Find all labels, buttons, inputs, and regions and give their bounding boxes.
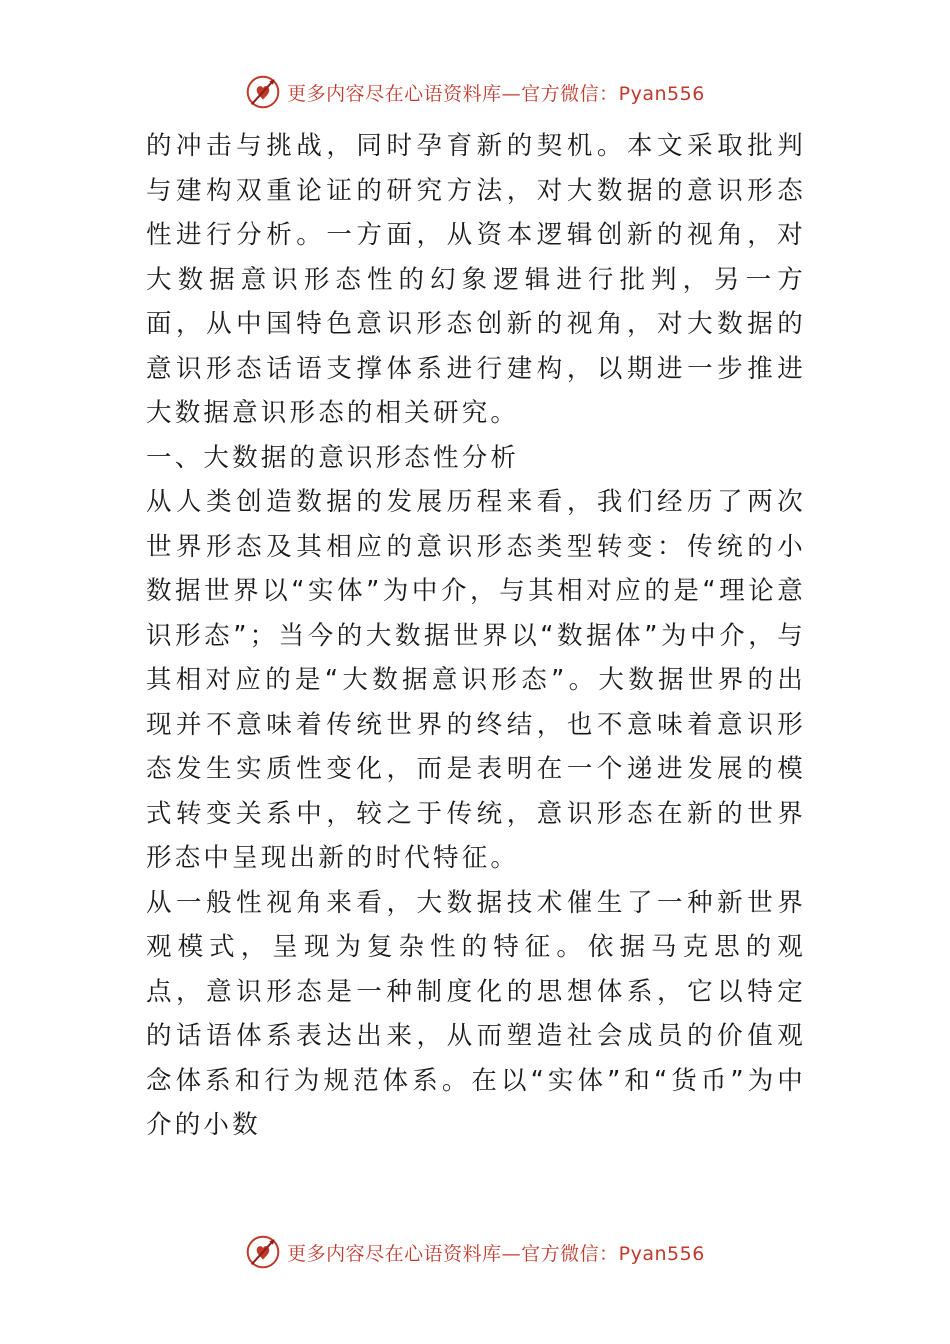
paragraph-world-forms: 从人类创造数据的发展历程来看，我们经历了两次世界形态及其相应的意识形态类型转变：传统的小数据世界以“实体”为中介，与其相对应的是“理论意识形态”；当今的大数据世界以“数据体”为中介，与其相对应的是“大数据意识形态”。大数据世界的出现并不意味着传统世界的终结，也不意味着意识形态发生实质性变化，而是表明在一个递进发展的模式转变关系中，较之于传统，意识形态在新的世界形态中呈现出新的时代特征。 bbox=[146, 487, 806, 873]
header-banner-text bbox=[287, 79, 705, 106]
footer-banner-label: 更多内容尽在心语资料库—官方微信： bbox=[287, 1242, 619, 1265]
footer-banner-text bbox=[287, 1239, 705, 1266]
quill-heart-logo-icon bbox=[245, 1234, 281, 1270]
section-heading: 一、大数据的意识形态性分析 bbox=[146, 442, 520, 473]
document-body bbox=[146, 124, 806, 1148]
header-banner bbox=[0, 72, 950, 112]
header-banner-content bbox=[245, 74, 705, 110]
footer-banner-content bbox=[245, 1234, 705, 1270]
header-wechat-id: Pyan556 bbox=[618, 82, 705, 105]
header-banner-label: 更多内容尽在心语资料库—官方微信： bbox=[287, 82, 619, 105]
footer-banner bbox=[0, 1232, 950, 1272]
paragraph-general-view: 从一般性视角来看，大数据技术催生了一种新世界观模式，呈现为复杂性的特征。依据马克思的观点，意识形态是一种制度化的思想体系，它以特定的话语体系表达出来，从而塑造社会成员的价值观念体系和行为规范体系。在以“实体”和“货币”为中介的小数 bbox=[146, 887, 806, 1140]
quill-heart-logo-icon bbox=[245, 74, 281, 110]
footer-wechat-id: Pyan556 bbox=[618, 1242, 705, 1265]
paragraph-intro: 的冲击与挑战，同时孕育新的契机。本文采取批判与建构双重论证的研究方法，对大数据的意识形态性进行分析。一方面，从资本逻辑创新的视角，对大数据意识形态性的幻象逻辑进行批判，另一方面，从中国特色意识形态创新的视角，对大数据的意识形态话语支撑体系进行建构，以期进一步推进大数据意识形态的相关研究。 bbox=[146, 131, 806, 428]
